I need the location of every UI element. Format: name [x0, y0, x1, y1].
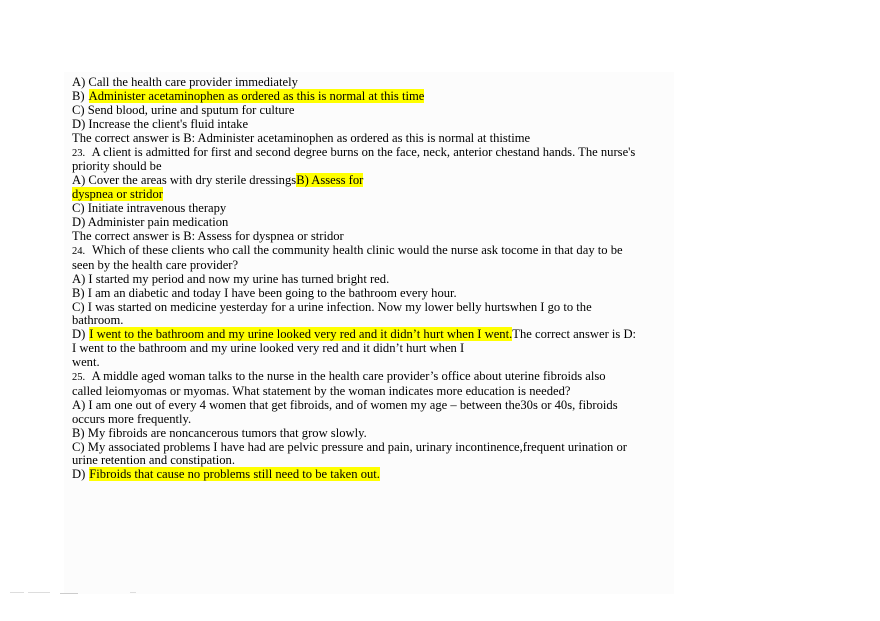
question-text: Which of these clients who call the community health clinic would the nurse ask tocome in that day to be	[92, 242, 623, 257]
question-line: seen by the health care provider?	[72, 257, 239, 272]
question-text: A client is admitted for first and second degree burns on the face, neck, anterior chestand hands. The nurse's	[91, 144, 636, 159]
highlighted-answer: B) Assess for	[296, 173, 364, 188]
highlighted-answer: dyspnea or stridor	[72, 187, 163, 202]
option-line: D) Administer pain medication	[72, 215, 229, 230]
footer-mark	[130, 592, 136, 593]
highlighted-answer: Administer acetaminophen as ordered as this is normal at this time	[88, 88, 425, 103]
question-number: 24.	[72, 245, 86, 257]
option-line: occurs more frequently.	[72, 411, 192, 426]
option-line: B) I am an diabetic and today I have been going to the bathroom every hour.	[72, 285, 457, 300]
answer-line: The correct answer is B: Administer acetaminophen as ordered as this is normal at thistime	[72, 130, 531, 145]
question-line	[72, 146, 672, 161]
answer-line: The correct answer is D:	[512, 327, 637, 342]
question-text: A middle aged woman talks to the nurse in the health care provider’s office about uterine fibroids also	[91, 369, 606, 384]
question-number: 23.	[72, 147, 86, 159]
option-line	[72, 90, 672, 104]
footer-mark	[28, 592, 50, 593]
option-line: A) I started my period and now my urine has turned bright red.	[72, 271, 390, 286]
document-body	[72, 76, 672, 482]
footer-mark	[10, 592, 24, 593]
option-line: C) My associated problems I have had are pelvic pressure and pain, urinary incontinence,frequent urination or	[72, 439, 627, 454]
question-line: called leiomyomas or myomas. What statement by the woman indicates more education is needed?	[72, 383, 571, 398]
option-line: urine retention and constipation.	[72, 453, 235, 468]
option-line: B) My fibroids are noncancerous tumors that grow slowly.	[72, 425, 367, 440]
answer-line: went.	[72, 355, 100, 370]
option-line: A) I am one out of every 4 women that get fibroids, and of women my age – between the30s or 40s, fibroids	[72, 397, 618, 412]
footer-mark	[60, 593, 78, 594]
option-line: D) Increase the client's fluid intake	[72, 116, 249, 131]
option-letter: D)	[72, 327, 86, 342]
option-line: C) I was started on medicine yesterday for a urine infection. Now my lower belly hurtswhen I go to the	[72, 299, 592, 314]
highlighted-answer: I went to the bathroom and my urine looked very red and it didn’t hurt when I went.	[89, 327, 513, 342]
option-letter: B)	[72, 88, 85, 103]
option-line: A) Call the health care provider immediately	[72, 75, 298, 89]
option-text: A) Cover the areas with dry sterile dressings	[72, 173, 297, 188]
option-line: bathroom.	[72, 313, 124, 328]
question-line	[72, 370, 672, 385]
option-line	[72, 174, 672, 188]
answer-line: The correct answer is B: Assess for dyspnea or stridor	[72, 228, 344, 243]
answer-line: I went to the bathroom and my urine looked very red and it didn’t hurt when I	[72, 341, 465, 356]
option-line: C) Initiate intravenous therapy	[72, 201, 227, 216]
option-line	[72, 188, 672, 202]
option-letter: D)	[72, 467, 86, 482]
option-line	[72, 328, 672, 342]
option-line	[72, 468, 672, 482]
option-line: C) Send blood, urine and sputum for culture	[72, 102, 295, 117]
question-line: priority should be	[72, 159, 162, 174]
highlighted-answer: Fibroids that cause no problems still need to be taken out.	[89, 467, 380, 482]
question-number: 25.	[72, 372, 86, 384]
footer-marks	[10, 589, 150, 597]
question-line	[72, 244, 672, 259]
